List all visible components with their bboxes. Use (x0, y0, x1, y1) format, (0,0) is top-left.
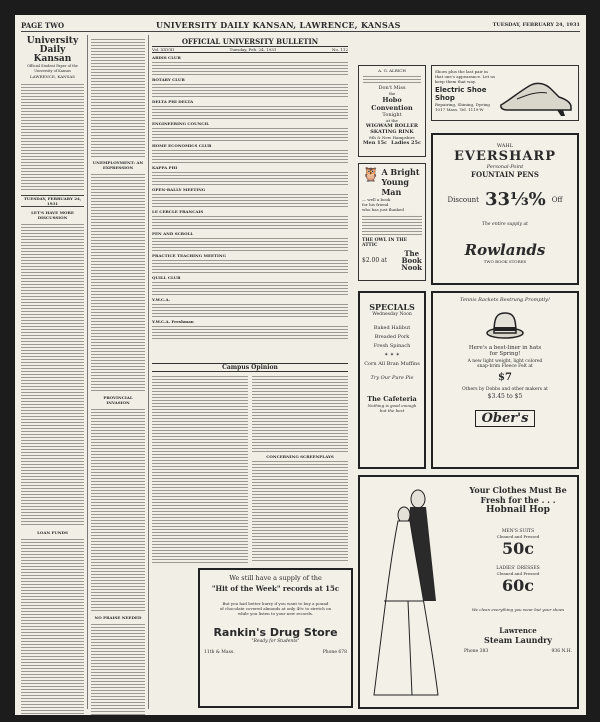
editorial-text (21, 222, 84, 527)
cafeteria-name: The Cafeteria (367, 395, 417, 403)
laundry-line-2: Fresh for the . . . (480, 495, 556, 505)
owl-small-print (362, 214, 422, 236)
bulletin-item-title: Y.W.C.A. (152, 297, 170, 302)
wigwam-hobo: Hobo Convention (371, 96, 413, 112)
bulletin-item-text (152, 302, 348, 317)
electric-name: Electric Shoe Shop (435, 86, 487, 102)
laundry-phone: Phone 383 (464, 649, 489, 654)
bulletin-item-title: Y.W.C.A. Freshman (152, 319, 194, 324)
screenplays-headline: CONCERNING SCREENPLAYS (266, 454, 334, 459)
masthead-title: University Daily Kansan (26, 36, 79, 64)
eversharp-discount-suffix: Off (551, 195, 563, 204)
special-item-1: Baked Halibut (373, 325, 411, 331)
rankins-ad (198, 568, 353, 708)
laundry-name-1: Lawrence (499, 626, 537, 635)
bulletin-title: OFFICIAL UNIVERSITY BULLETIN (152, 37, 348, 47)
bulletin-volume: Vol. XXVIII (152, 47, 175, 52)
laundry-line-1: Your Clothes Must Be (469, 485, 567, 495)
owl-shop-3: Nook (401, 263, 422, 272)
staff-listing (21, 82, 84, 192)
special-item-2: Breaded Pork (374, 334, 410, 340)
laundry-item-2-detail: Cleaned and Pressed (496, 571, 540, 576)
bulletin-item-title: QUILL CLUB (152, 275, 181, 280)
rankins-tagline: "Ready for Students" (251, 639, 300, 644)
bulletin-item-text (152, 104, 348, 119)
bulletin-item-text (152, 126, 348, 141)
owl-icon: 🦉 (362, 167, 380, 183)
laundry-item-1: MEN'S SUITS (501, 529, 535, 534)
electric-shoe-ad (431, 65, 579, 121)
rankins-address: 11th & Mass. (204, 650, 235, 655)
official-bulletin (152, 37, 348, 359)
owl-line-4: for his friend (362, 202, 389, 207)
bulletin-item-text (152, 148, 348, 163)
column-divider (87, 35, 88, 709)
obers-ad (431, 291, 579, 469)
loan-funds-text (21, 537, 84, 715)
owl-price: $2.00 at (362, 257, 388, 264)
obers-text-2: for Spring! (489, 351, 521, 357)
rowlands-sub: TWO BOOK STORES (483, 259, 527, 264)
eversharp-stock: The entire supply at (482, 222, 528, 227)
eversharp-discount-label: Discount (447, 195, 479, 204)
hat-illustration (485, 307, 525, 341)
cafeteria-tagline-2: but the best (379, 408, 405, 413)
eversharp-brand: EVERSHARP (453, 149, 557, 164)
obers-text-5: Others by Dobbs and other makers at (462, 387, 548, 392)
bulletin-item-title: ROTARY CLUB (152, 77, 185, 82)
obers-logo: Ober's (475, 410, 536, 427)
bulletin-date: Tuesday, Feb. 24, 1931 (229, 47, 277, 52)
no-praise-headline: NO PRAISE NEEDED (94, 615, 142, 620)
special-item-3: Fresh Spinach (373, 343, 411, 349)
bulletin-item-text (152, 170, 348, 185)
editorial-column-1 (21, 37, 84, 709)
owl-line-3: — well a book (362, 197, 391, 202)
bulletin-item-title: PRACTICE TEACHING MEETING (152, 253, 226, 258)
wigwam-the: the (388, 91, 396, 96)
editorial-headline: LET'S HAVE MORE DISCUSSION (31, 210, 74, 220)
specials-subtitle: Wednesday Noon (372, 312, 412, 317)
bulletin-item-title: PEN AND SCROLL (152, 231, 194, 236)
couple-illustration (364, 481, 454, 705)
wigwam-ladies-price: Ladies 25c (391, 140, 421, 146)
bulletin-meta (152, 47, 348, 53)
laundry-line-3: Hobnail Hop (486, 505, 550, 515)
rankins-line-2: "Hit of the Week" records at 15c (211, 584, 340, 593)
provincial-headline: PROVINCIAL INVASION (103, 395, 133, 405)
bulletin-item-title: ENGINEERING COUNCIL (152, 121, 210, 126)
owl-book-title: THE OWL IN THE ATTIC (362, 238, 408, 248)
laundry-ad (358, 475, 579, 709)
bulletin-item-title: KAPPA PHI (152, 165, 178, 170)
owl-shop-2: Book (401, 256, 422, 265)
column-2-text-a (91, 37, 145, 157)
editorial-column-2 (91, 37, 145, 709)
rankins-line-4: of chocolate covered almonds at only 49c to stretch on (219, 606, 332, 611)
electric-address: 1017 Mass. (435, 107, 459, 112)
eversharp-pens: FOUNTAIN PENS (471, 170, 539, 179)
rankins-store-name: Rankin's Drug Store (213, 626, 338, 639)
campus-opinion-title: Campus Opinion (152, 363, 348, 372)
electric-detail-1: Repairing, Shining, Dyeing (435, 102, 490, 107)
eversharp-wahl: WAHL (496, 143, 514, 149)
obers-prices: $3.45 to $5 (487, 393, 523, 400)
bulletin-item-text (152, 324, 348, 339)
rowlands-logo: Rowlands (464, 241, 546, 259)
paper-title: UNIVERSITY DAILY KANSAN, LAWRENCE, KANSAS (156, 20, 401, 30)
wigwam-tonight: Tonight (382, 112, 402, 118)
bulletin-item-text (152, 82, 348, 97)
specials-title: SPECIALS (369, 302, 415, 312)
obers-text-4: snap-brim Fleece Felt at (477, 364, 533, 369)
cafeteria-tagline-1: Nothing is good enough (367, 403, 417, 408)
book-nook-ad (358, 163, 426, 281)
column-2-text-c (91, 407, 145, 612)
page-label: PAGE TWO (21, 20, 65, 30)
owl-line-5: who has just flunked (362, 207, 404, 212)
rankins-line-3: But you had better hurry if you want to buy a pound (222, 601, 329, 606)
electric-phone: Tel. 1119-W (459, 107, 484, 112)
unemployment-headline: UNEMPLOYMENT: AN EXPRESSION (92, 160, 144, 170)
rankins-phone: Phone 678 (322, 650, 347, 655)
wigwam-rink: WIGWAM ROLLER SKATING RINK (365, 123, 419, 135)
wigwam-ad (358, 65, 426, 157)
wigwam-top: A. G. ALRICH (378, 68, 406, 73)
laundry-item-2: LADIES' DRESSES (496, 566, 540, 571)
special-item-4: Corn All Bran Muffins (364, 361, 420, 367)
bulletin-item-title: LE CERCLE FRANCAIS (152, 209, 204, 214)
rankins-line-1: We still have a supply of the (229, 574, 322, 582)
opinion-letter-2 (252, 374, 348, 454)
bulletin-item-text (152, 214, 348, 229)
owl-shop-1: The (404, 249, 420, 258)
opinion-letter-1 (152, 374, 248, 564)
opinion-letter-3 (252, 459, 348, 563)
electric-text: Shoes plus the last pair in that one's appearance. Let us keep them that way. (435, 69, 496, 84)
obers-text-1: Here's a best-liner in hats (468, 345, 542, 351)
wigwam-dont-miss: Don't Miss (378, 85, 406, 91)
obers-text-3: A new light weight, light colored (467, 359, 543, 364)
bulletin-number: No. 112 (331, 47, 348, 52)
newspaper-page (15, 15, 586, 715)
bulletin-item-text (152, 192, 348, 207)
masthead-subtitle: Official Student Paper of the University of Kansas (27, 64, 78, 73)
page-header (21, 19, 580, 32)
bulletin-item-title: OPEN-RALLY MEETING (152, 187, 206, 192)
obers-price: $7 (498, 372, 512, 383)
bulletin-item-title: ARDIS CLUB (152, 55, 181, 60)
wigwam-small-print (363, 74, 421, 84)
eversharp-ad (431, 133, 579, 285)
rankins-line-5: while you listen to your new records. (237, 611, 314, 616)
shoe-illustration (497, 69, 575, 117)
cafeteria-specials-ad: SPECIALS Wednesday Noon Baked Halibut Breaded Pork Fresh Spinach ✶ ✶ ✶ Corn All Bran Muffins Try Our Pure Pie The Cafeteria Nothing is good enough but the best (358, 291, 426, 469)
laundry-name-2: Steam Laundry (484, 635, 552, 645)
owl-line-2: Young Man (381, 177, 410, 197)
masthead-location: LAWRENCE, KANSAS (29, 74, 76, 79)
laundry-price-1: 50c (501, 539, 534, 558)
special-item-5: Try Our Pure Pie (370, 375, 414, 381)
wigwam-at-the: at the (386, 118, 398, 123)
laundry-item-1-detail: Cleaned and Pressed (496, 534, 540, 539)
bulletin-item-text (152, 60, 348, 75)
bulletin-item-title: HOME ECONOMICS CLUB (152, 143, 212, 148)
laundry-note: We clean everything you wear but your shoes (471, 607, 565, 612)
bulletin-item-text (152, 280, 348, 295)
wigwam-men-price: Men 15c (363, 140, 388, 146)
bulletin-item-text (152, 236, 348, 251)
eversharp-discount-value: 33⅓% (484, 189, 546, 210)
campus-opinion (152, 363, 348, 563)
bulletin-item-text (152, 258, 348, 273)
owl-line-1: A Bright (381, 167, 420, 177)
column-divider (148, 35, 149, 709)
laundry-address: 936 N.H. (551, 649, 572, 654)
laundry-price-2: 60c (501, 576, 534, 595)
masthead-date: TUESDAY, FEBRUARY 24, 1931 (21, 195, 84, 207)
obers-top: Tennis Rackets Restrung Promptly! (460, 297, 550, 303)
column-2-text-b (91, 172, 145, 392)
loan-funds-headline: LOAN FUNDS (37, 530, 68, 535)
eversharp-personal-point: Personal-Point (486, 164, 524, 170)
issue-date: TUESDAY, FEBRUARY 24, 1931 (492, 22, 580, 28)
column-2-text-d (91, 622, 145, 715)
bulletin-items (152, 55, 348, 339)
wigwam-address: 8th & New Hampshire (369, 135, 415, 140)
bulletin-item-title: DELTA PHI DELTA (152, 99, 194, 104)
